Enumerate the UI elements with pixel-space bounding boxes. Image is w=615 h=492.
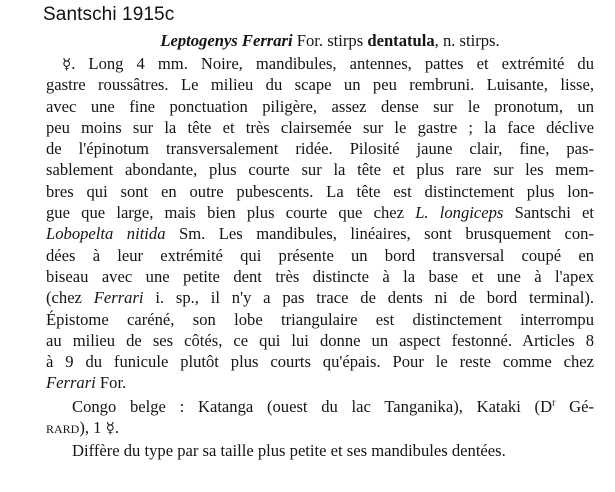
text-line: dées à leur extrémité qui présente un bord transversal coupé en — [46, 245, 594, 265]
text-line: rard), 1 ☿. — [46, 418, 119, 438]
description-paragraph — [46, 53, 594, 394]
diagnosis-paragraph — [46, 440, 594, 461]
species-description — [46, 30, 594, 462]
text-line: Lobopelta nitida Sm. Les mandibules, linéaires, sont brusquement con- — [46, 224, 595, 244]
text-line: de l'épinotum transversalement ridée. Pilosité jaune clair, fine, pas- — [46, 139, 594, 159]
text-line: Ferrari For. — [46, 373, 127, 393]
species-name-italic: Lobopelta nitida — [46, 224, 166, 244]
text-line: sablement abondante, plus courte sur la tête et plus rare sur les mem- — [46, 160, 594, 180]
taxon-rank: For. stirps — [296, 31, 364, 50]
taxon-name: Leptogenys Ferrari — [160, 31, 293, 50]
dr-superscript: r — [552, 397, 556, 409]
text-line: (chez Ferrari i. sp., il n'y a pas trace de dents ni de bord terminal). — [46, 288, 594, 308]
text-line: au milieu de ses côtés, ce qui lui donne un aspect festonné. Articles 8 — [46, 330, 594, 350]
text-line: ☿. Long 4 mm. Noire, mandibules, antennes, pattes et extrémité du — [62, 54, 594, 73]
text-line: biseau avec une petite dent très distincte à la base et une à l'apex — [46, 266, 594, 286]
species-name-italic: Ferrari — [93, 288, 144, 308]
text-line: Diffère du type par sa taille plus petite et ses mandibules dentées. — [72, 441, 506, 461]
worker-symbol: ☿ — [105, 419, 115, 438]
collector-name: rard — [46, 418, 80, 438]
text-line: à 9 du funicule plutôt plus courts qu'épais. Pour le reste comme chez — [46, 352, 594, 372]
species-name-italic: Ferrari — [46, 373, 96, 393]
taxon-status: , n. stirps. — [434, 31, 500, 50]
text-line: bres qui sont en outre pubescents. La tête est distinctement plus lon- — [46, 181, 594, 201]
text-line: avec une fine ponctuation piligère, assez dense sur le pronotum, un — [46, 96, 594, 116]
taxon-heading — [46, 30, 594, 51]
worker-symbol: ☿ — [62, 55, 72, 73]
text-line: gue que large, mais bien plus courte que chez L. longiceps Santschi et — [46, 203, 594, 223]
locality-paragraph — [46, 396, 594, 439]
subspecies-name: dentatula — [367, 31, 435, 50]
citation-label: Santschi 1915c — [43, 4, 175, 25]
text-line: gastre roussâtres. Le milieu du scape un peu rembruni. Luisante, lisse, — [46, 75, 594, 95]
text-line: Épistome caréné, son lobe triangulaire est distinctement interrompu — [46, 309, 594, 329]
text-line: Congo belge : Katanga (ouest du lac Tanganika), Kataki ($D^r$ Gé- — [72, 396, 595, 416]
text-line: peu moins sur la tête et très clairsemée sur le gastre ; la face déclive — [46, 117, 594, 137]
species-name-italic: L. longiceps — [415, 203, 504, 223]
